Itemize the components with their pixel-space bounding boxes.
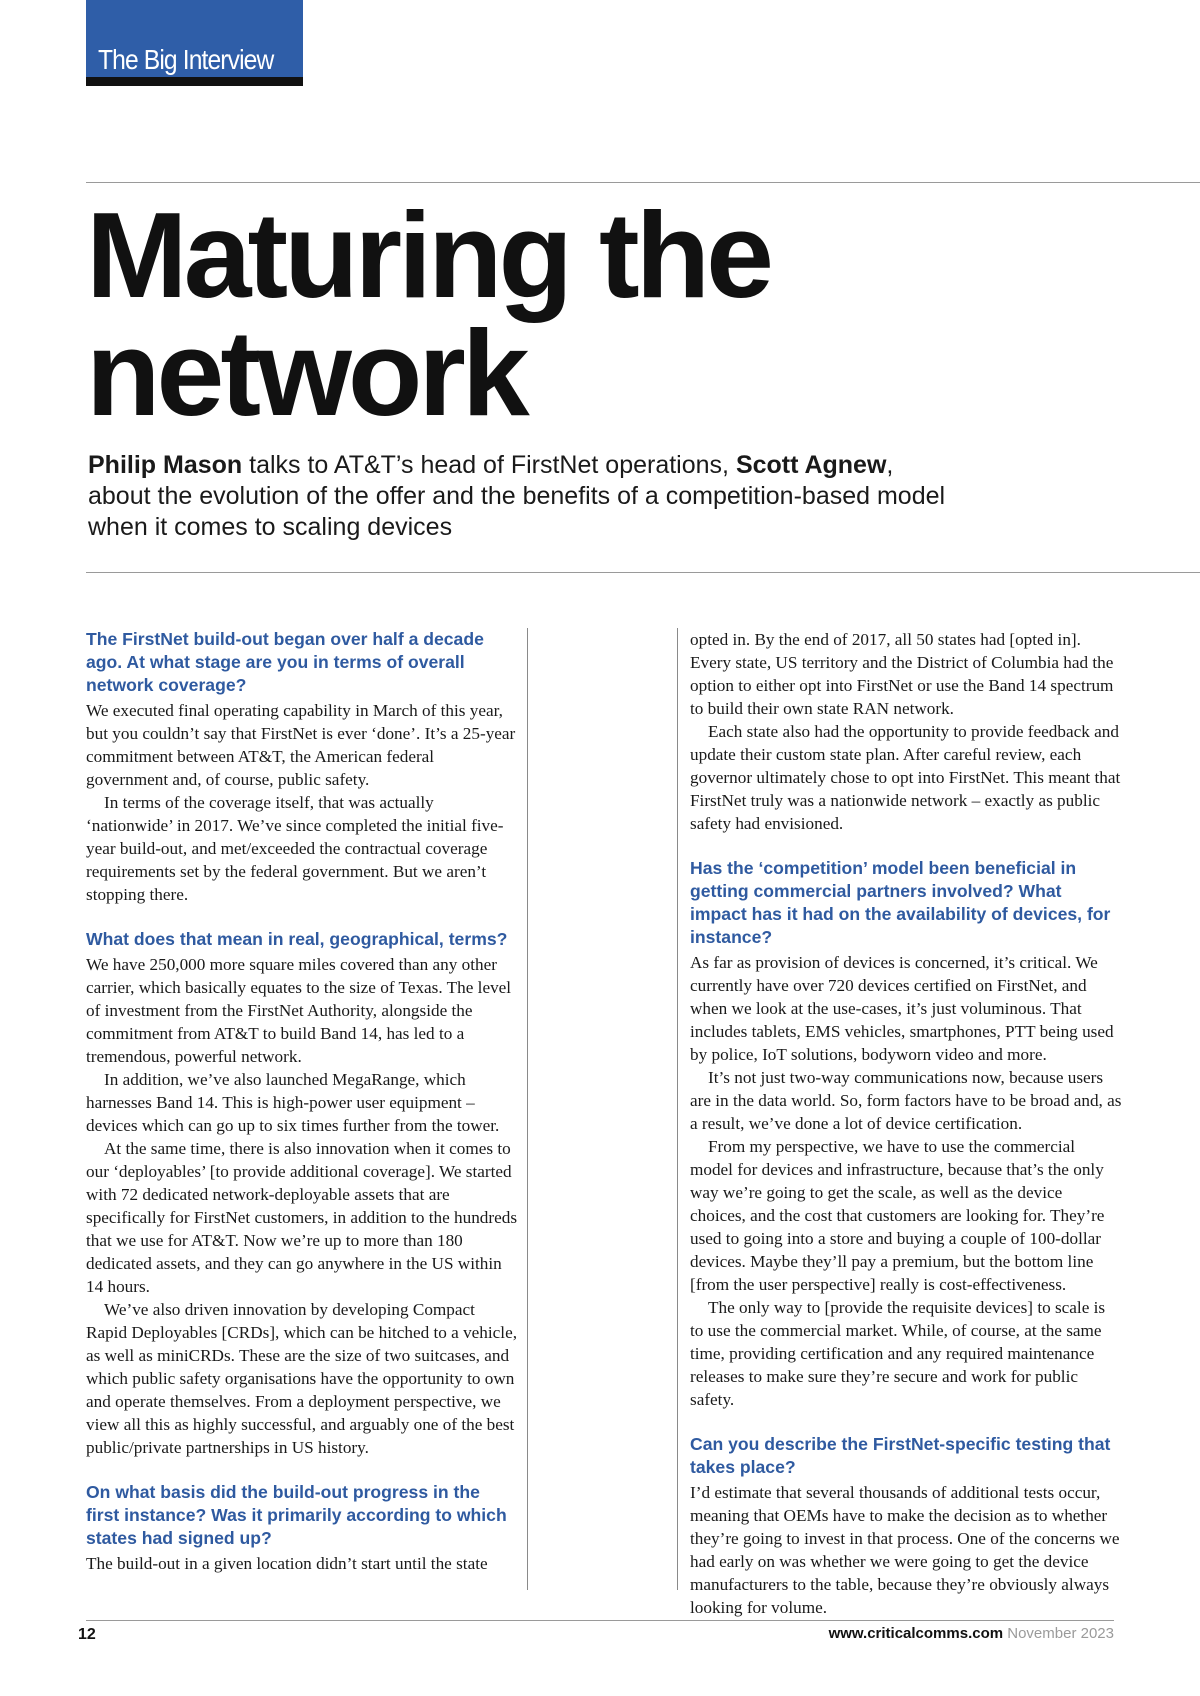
standfirst-middle: talks to AT&T’s head of FirstNet operations, (242, 451, 736, 479)
right-column-divider (677, 628, 678, 1590)
website-link[interactable]: www.criticalcomms.com (828, 1625, 1004, 1642)
answer-4-paragraph-4: The only way to [provide the requisite devices] to scale is to use the commercial market. While, of course, at the same time, providing certification and any required maintenance releases to make sure they’re secure and work for public safety. (690, 1298, 1106, 1409)
answer-1-paragraph-2: In terms of the coverage itself, that was actually ‘nationwide’ in 2017. We’ve since completed the initial five-year build-out, and met/exceeded the contractual coverage requirements set by the federal government. But we aren’t stopping there. (86, 793, 504, 904)
answer-3-paragraph-2: Each state also had the opportunity to provide feedback and update their custom state plan. After careful review, each governor ultimately chose to opt into FirstNet. This meant that FirstNet truly was a nationwide network – exactly as public safety had envisioned. (690, 722, 1121, 833)
headline-line-2: network (86, 305, 526, 441)
headline (86, 187, 770, 441)
answer-5-paragraph-1: I’d estimate that several thousands of additional tests occur, meaning that OEMs have to make the decision as to whether they’re going to invest in that process. One of the concerns we had early on was whether we were going to get the device manufacturers to the table, because they’re obviously always looking for volume. (690, 1483, 1120, 1617)
author-name: Philip Mason (88, 451, 243, 479)
footer-divider (86, 1620, 1114, 1621)
answer-3-paragraph-1-continued: opted in. By the end of 2017, all 50 states had [opted in]. Every state, US territory and the District of Columbia had the option to either opt into FirstNet or use the Band 14 spectrum to build their own state RAN network. (690, 630, 1114, 718)
question-1: The FirstNet build-out began over half a decade ago. At what stage are you in terms of overall network coverage? (86, 629, 484, 695)
answer-2-paragraph-4: We’ve also driven innovation by developing Compact Rapid Deployables [CRDs], which can be hitched to a vehicle, as well as miniCRDs. These are the size of two suitcases, and which public safety organisations have the opportunity to own and operate themselves. From a deployment perspective, we view all this as highly successful, and arguably one of the best public/private partnerships in US history. (86, 1300, 517, 1457)
answer-4-paragraph-3: From my perspective, we have to use the commercial model for devices and infrastructure, because that’s the only way we’re going to get the scale, as well as the device choices, and the cost that customers are looking for. They’re used to going into a store and buying a couple of 100-dollar devices. Maybe they’ll pay a premium, but the bottom line [from the user perspective] really is cost-effectiveness. (690, 1137, 1105, 1294)
issue-date: November 2023 (1003, 1625, 1114, 1642)
left-column-divider (527, 628, 528, 1590)
footer-credit (829, 1625, 1114, 1642)
question-4: Has the ‘competition’ model been beneficial in getting commercial partners involved? What impact has it had on the availability of devices, for instance? (690, 858, 1111, 947)
answer-4-paragraph-1: As far as provision of devices is concerned, it’s critical. We currently have over 720 devices certified on FirstNet, and when we look at the use-cases, it’s just voluminous. That includes tablets, EMS vehicles, smartphones, PTT being used by police, IoT solutions, bodyworn video and more. (690, 953, 1114, 1064)
top-divider (86, 182, 1200, 183)
standfirst-divider (86, 572, 1200, 573)
answer-2-paragraph-1: We have 250,000 more square miles covered than any other carrier, which basically equates to the size of Texas. The level of investment from the FirstNet Authority, alongside the commitment from AT&T to build Band 14, has led to a tremendous, powerful network. (86, 955, 512, 1066)
question-2: What does that mean in real, geographical, terms? (86, 929, 508, 949)
right-column (690, 628, 1122, 1619)
section-tag-label: The Big Interview (98, 44, 274, 75)
section-tag (86, 0, 303, 86)
answer-1-paragraph-1: We executed final operating capability in March of this year, but you couldn’t say that FirstNet is ever ‘done’. It’s a 25-year commitment between AT&T, the American federal government and, of course, public safety. (86, 701, 516, 789)
question-5: Can you describe the FirstNet-specific testing that takes place? (690, 1434, 1111, 1477)
interviewee-name: Scott Agnew (735, 451, 887, 479)
standfirst-rest: , about the evolution of the offer and the benefits of a competition-based model when it comes to scaling devices (88, 451, 946, 541)
page-number: 12 (78, 1626, 96, 1643)
answer-4-paragraph-2: It’s not just two-way communications now, because users are in the data world. So, form factors have to be broad and, as a result, we’ve done a lot of device certification. (690, 1068, 1122, 1133)
left-column (86, 628, 518, 1575)
answer-2-paragraph-3: At the same time, there is also innovation when it comes to our ‘deployables’ [to provide additional coverage]. We started with 72 dedicated network-deployable assets that are specifically for FirstNet customers, in addition to the hundreds that we use for AT&T. Now we’re up to more than 180 dedicated assets, and they can go anywhere in the US within 14 hours. (86, 1139, 518, 1296)
answer-3-paragraph-1: The build-out in a given location didn’t start until the state (86, 1554, 488, 1573)
standfirst (88, 450, 948, 543)
headline-line-1: Maturing the (86, 187, 770, 323)
question-3: On what basis did the build-out progress in the first instance? Was it primarily according to which states had signed up? (86, 1482, 507, 1548)
answer-2-paragraph-2: In addition, we’ve also launched MegaRange, which harnesses Band 14. This is high-power user equipment – devices which can go up to six times further from the tower. (86, 1070, 500, 1135)
